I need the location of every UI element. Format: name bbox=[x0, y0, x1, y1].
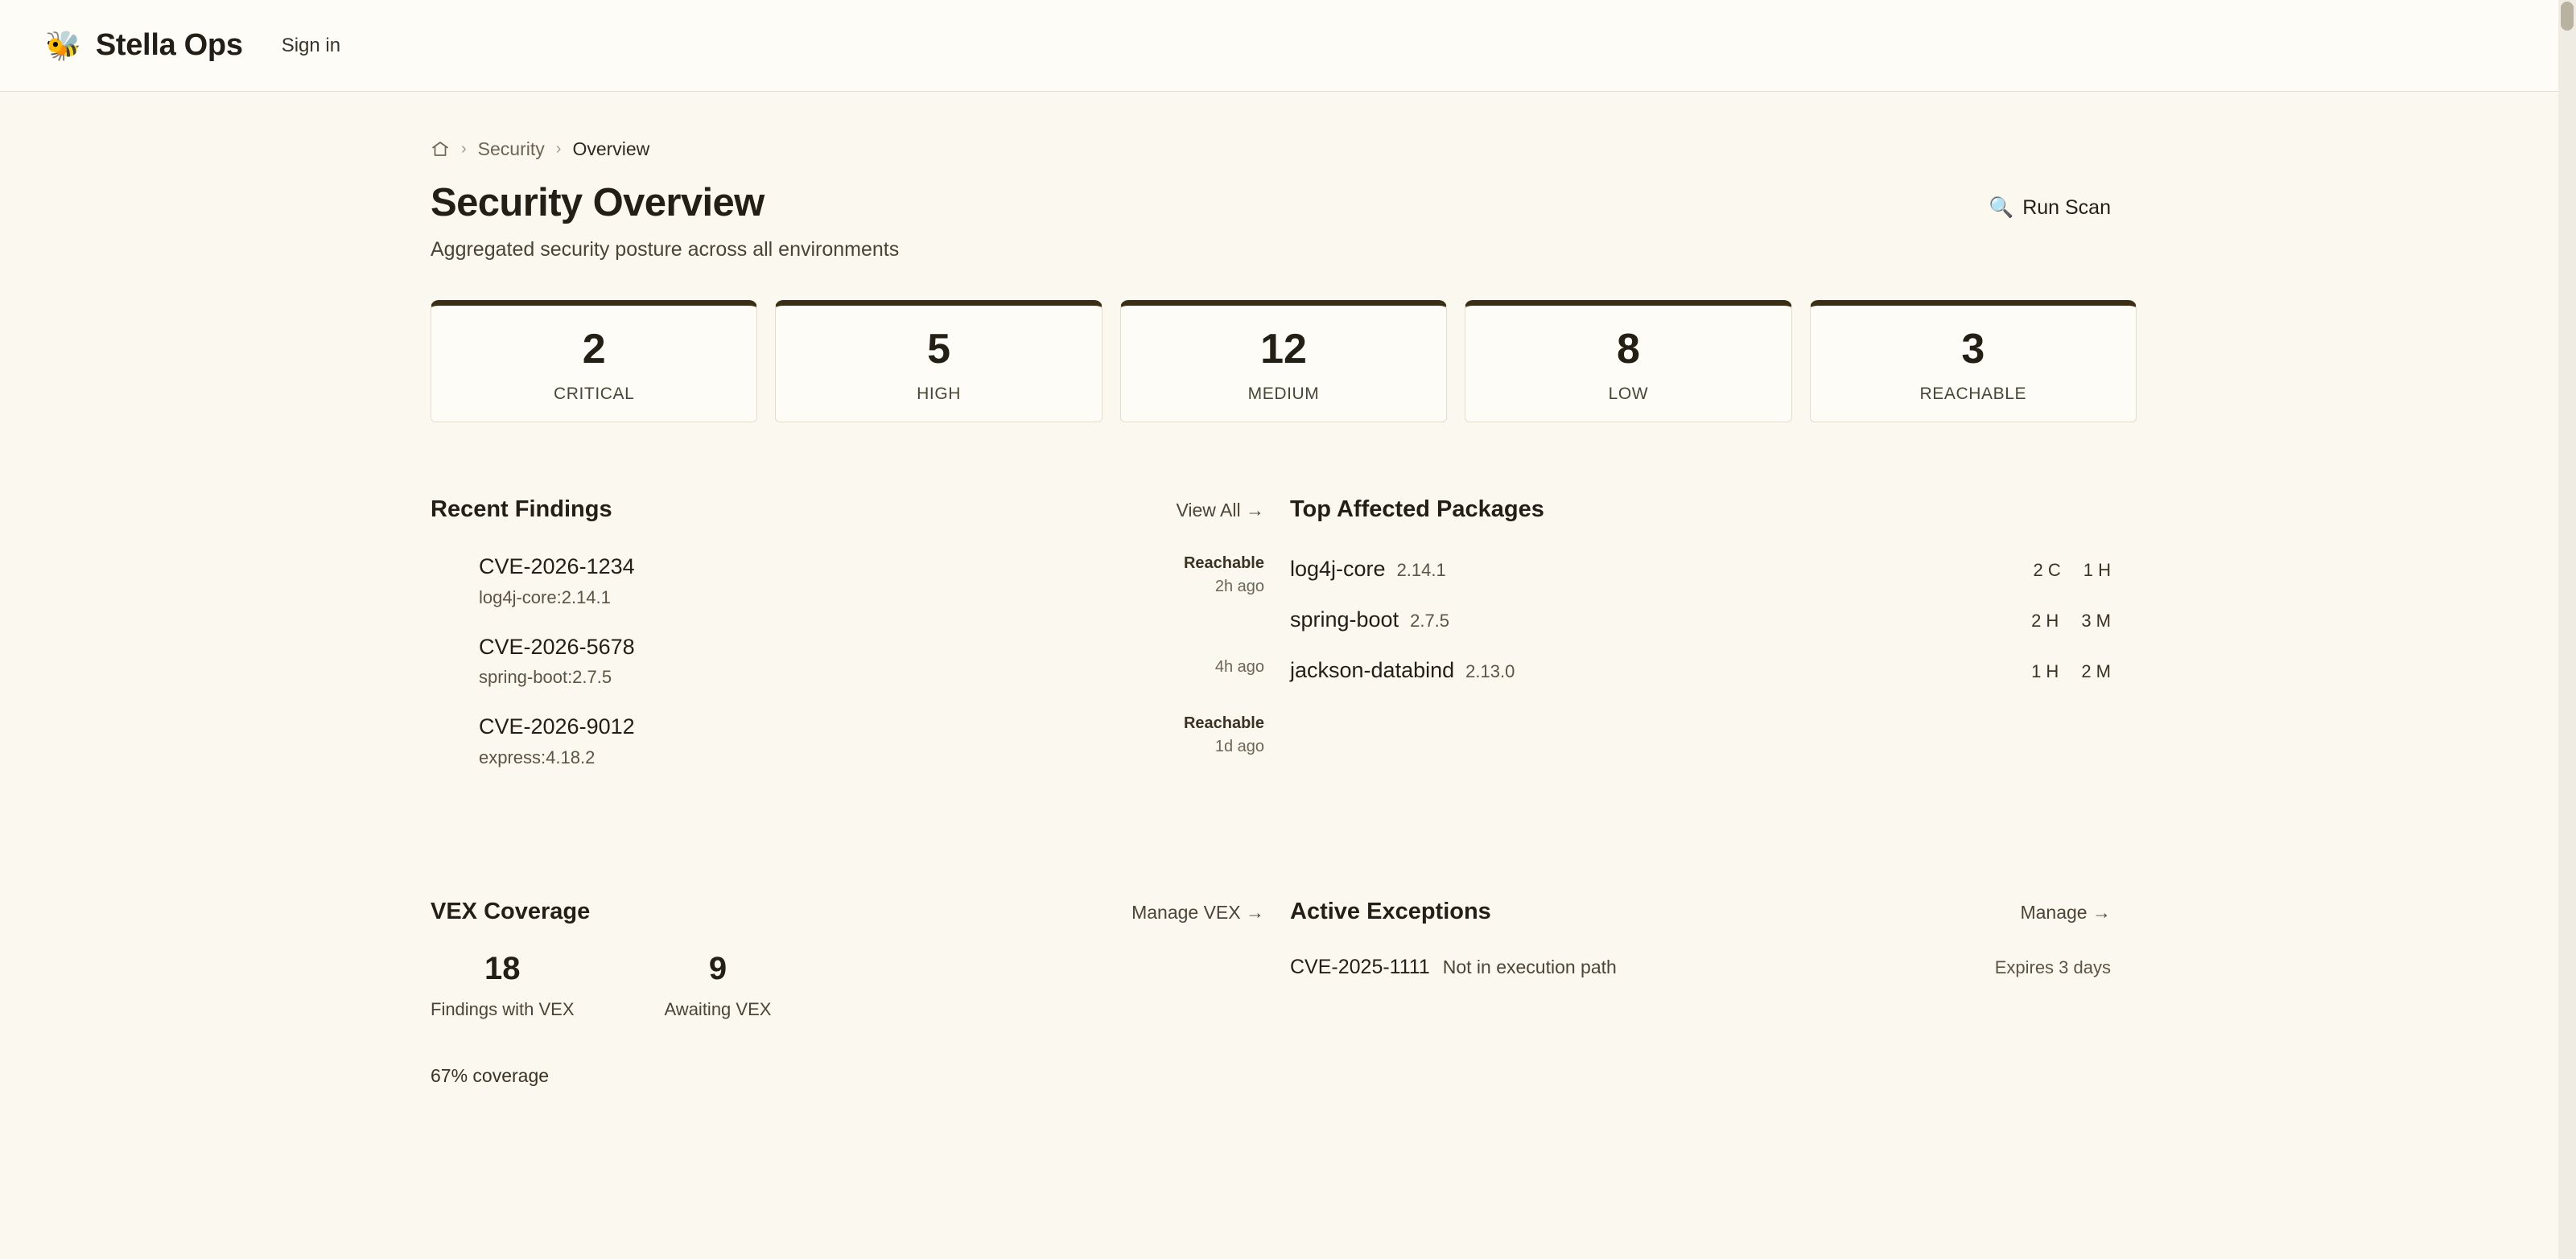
active-exceptions-panel bbox=[1290, 899, 2137, 1087]
top-packages-title: Top Affected Packages bbox=[1290, 496, 1544, 522]
finding-time: 4h ago bbox=[1214, 657, 1264, 676]
page-scrollbar-thumb[interactable] bbox=[2561, 2, 2574, 31]
breadcrumb-item-overview: Overview bbox=[572, 138, 650, 159]
finding-row[interactable] bbox=[431, 541, 1290, 621]
stat-label: MEDIUM bbox=[1247, 384, 1320, 403]
vex-metric-value: 18 bbox=[484, 951, 521, 987]
package-row[interactable] bbox=[1290, 544, 2137, 595]
active-exceptions-title: Active Exceptions bbox=[1290, 899, 1491, 925]
recent-findings-title: Recent Findings bbox=[431, 496, 612, 522]
vex-metric-with bbox=[431, 952, 575, 1020]
page-subtitle: Aggregated security posture across all environments bbox=[431, 237, 900, 261]
package-version: 2.7.5 bbox=[1410, 610, 1450, 631]
brand[interactable] bbox=[45, 28, 243, 63]
stat-card-high[interactable] bbox=[775, 300, 1102, 422]
finding-row[interactable] bbox=[431, 621, 1290, 702]
exception-id: CVE-2025-1111 bbox=[1290, 956, 1430, 979]
breadcrumb-separator-1: › bbox=[461, 139, 467, 158]
stat-card-medium[interactable] bbox=[1120, 300, 1447, 422]
recent-findings-panel bbox=[431, 496, 1290, 781]
bee-icon: 🐝 bbox=[45, 28, 81, 62]
finding-reachable-badge: Reachable bbox=[1183, 553, 1264, 572]
package-version: 2.13.0 bbox=[1465, 660, 1515, 681]
page-title: Security Overview bbox=[431, 181, 765, 224]
package-count: 3 M bbox=[2081, 610, 2111, 631]
vex-metric-label: Awaiting VEX bbox=[664, 999, 772, 1020]
package-name: log4j-core bbox=[1290, 556, 1386, 581]
package-count: 2 H bbox=[2031, 610, 2059, 631]
stat-card-reachable[interactable] bbox=[1810, 300, 2137, 422]
top-bar bbox=[0, 0, 2576, 92]
finding-reachable-badge: Reachable bbox=[1183, 714, 1264, 733]
finding-row[interactable] bbox=[431, 701, 1290, 781]
vex-coverage-panel bbox=[431, 899, 1290, 1087]
stat-value: 12 bbox=[1260, 325, 1307, 372]
magnifier-icon: 🔍 bbox=[1989, 196, 2014, 219]
exception-expiry: Expires 3 days bbox=[1994, 957, 2111, 978]
sign-in-button[interactable]: Sign in bbox=[272, 28, 350, 64]
package-name: jackson-databind bbox=[1290, 657, 1455, 682]
breadcrumb-item-security[interactable]: Security bbox=[477, 138, 545, 159]
finding-time: 2h ago bbox=[1214, 577, 1264, 595]
manage-vex-link[interactable]: Manage VEX → bbox=[1131, 902, 1264, 924]
stat-value: 8 bbox=[1616, 325, 1640, 372]
package-count: 2 C bbox=[2033, 559, 2061, 580]
manage-exceptions-link[interactable]: Manage → bbox=[2020, 902, 2111, 924]
finding-package: express:4.18.2 bbox=[479, 747, 596, 768]
page-scrollbar[interactable] bbox=[2558, 0, 2576, 1259]
package-count: 1 H bbox=[2083, 559, 2111, 580]
breadcrumb bbox=[431, 135, 2137, 163]
page-header bbox=[431, 182, 2137, 261]
package-row[interactable] bbox=[1290, 595, 2137, 645]
stat-value: 5 bbox=[927, 325, 951, 372]
vex-metric-label: Findings with VEX bbox=[431, 999, 575, 1020]
severity-summary bbox=[431, 300, 2137, 422]
home-icon[interactable] bbox=[431, 139, 450, 158]
stat-label: CRITICAL bbox=[553, 384, 635, 403]
vex-metric-value: 9 bbox=[708, 951, 727, 987]
stat-label: HIGH bbox=[917, 384, 962, 403]
stat-card-low[interactable] bbox=[1465, 300, 1791, 422]
exception-reason: Not in execution path bbox=[1442, 957, 1617, 978]
exception-row[interactable] bbox=[1290, 956, 2137, 979]
top-packages-panel bbox=[1290, 496, 2137, 781]
finding-time: 1d ago bbox=[1214, 738, 1264, 756]
vex-coverage-title: VEX Coverage bbox=[431, 899, 591, 925]
finding-reachable-badge bbox=[1215, 634, 1264, 653]
package-count: 2 M bbox=[2081, 660, 2111, 681]
vex-coverage-text: 67% coverage bbox=[431, 1065, 550, 1087]
finding-id: CVE-2026-1234 bbox=[479, 553, 635, 578]
breadcrumb-separator-2: › bbox=[555, 139, 562, 158]
package-row[interactable] bbox=[1290, 645, 2137, 696]
stat-value: 2 bbox=[582, 325, 606, 372]
finding-package: spring-boot:2.7.5 bbox=[479, 667, 612, 688]
stat-card-critical[interactable] bbox=[431, 300, 757, 422]
brand-name: Stella Ops bbox=[95, 28, 243, 62]
package-count: 1 H bbox=[2031, 660, 2059, 681]
package-version: 2.14.1 bbox=[1396, 559, 1446, 580]
overview-panels-bottom bbox=[431, 899, 2137, 1087]
view-all-findings-link[interactable]: View All → bbox=[1176, 499, 1264, 520]
stat-value: 3 bbox=[1961, 325, 1985, 372]
page-content bbox=[0, 92, 2558, 1087]
run-scan-button[interactable] bbox=[1989, 196, 2111, 220]
overview-panels-top bbox=[431, 496, 2137, 781]
vex-metric-awaiting bbox=[665, 952, 772, 1020]
run-scan-label: Run Scan bbox=[2022, 196, 2111, 219]
stat-label: LOW bbox=[1608, 384, 1649, 403]
finding-id: CVE-2026-9012 bbox=[479, 714, 635, 739]
stat-label: REACHABLE bbox=[1919, 384, 2027, 403]
finding-id: CVE-2026-5678 bbox=[479, 634, 635, 659]
finding-package: log4j-core:2.14.1 bbox=[479, 586, 611, 607]
package-name: spring-boot bbox=[1290, 607, 1399, 632]
